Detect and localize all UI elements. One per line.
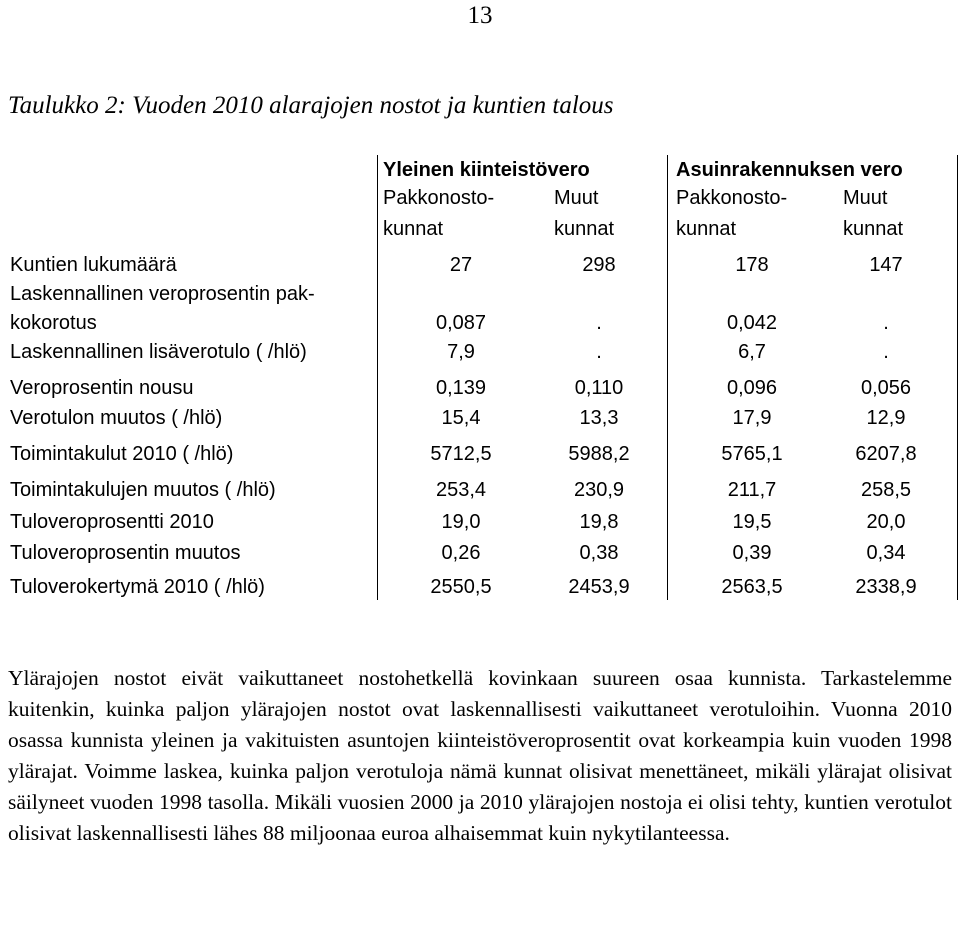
table-cell: . — [596, 341, 602, 363]
table-divider-right — [957, 155, 958, 600]
body-paragraph: Ylärajojen nostot eivät vaikuttaneet nostohetkellä kovinkaan suureen osaa kunnista. Tarkastelemme kuitenkin, kuinka paljon ylärajojen nostot ovat laskennallisesti vaikuttaneet verotuloihin. Vuonna 2010 osassa kunnista yleinen ja vakituisten asuntojen kiinteistöveroprosentit ovat korkeampia kuin vuoden 1998 ylärajat. Voimme laskea, kuinka paljon verotuloja nämä kunnat olisivat menettäneet, mikäli ylärajat olisivat säilyneet vuoden 1998 tasolla. Mikäli vuosien 2000 ja 2010 ylärajojen nostoja ei olisi tehty, kuntien verotulot olisivat laskennallisesti lähes 88 miljoonaa euroa alhaisemmat kuin nykytilanteessa. — [8, 666, 952, 845]
table-cell: 20,0 — [866, 511, 906, 533]
table-cell: 19,5 — [732, 511, 772, 533]
table-cell: 0,056 — [860, 377, 912, 399]
table-cell: 147 — [869, 254, 903, 276]
table-cell: 230,9 — [573, 479, 625, 501]
table-cell: 0,39 — [732, 542, 772, 564]
subheader-2-line1: Muut — [554, 187, 599, 209]
table-divider-middle — [667, 155, 668, 600]
subheader-4-line2: kunnat — [843, 218, 904, 240]
subheader-2-line2: kunnat — [554, 218, 615, 240]
table-cell: . — [883, 341, 889, 363]
table-cell: 7,9 — [447, 341, 475, 363]
table-cell: 17,9 — [732, 407, 772, 429]
group-header-yleinen: Yleinen kiinteistövero — [383, 159, 590, 181]
row-label-continued: kokorotus — [10, 312, 97, 334]
table-cell: 0,042 — [726, 312, 778, 334]
table-cell: 2550,5 — [430, 576, 492, 598]
row-label: Tuloverokertymä 2010 ( /hlö) — [10, 576, 265, 598]
data-table — [0, 150, 960, 600]
table-cell: 6207,8 — [855, 443, 917, 465]
row-label: Veroprosentin nousu — [10, 377, 194, 399]
subheader-3-line2: kunnat — [676, 218, 737, 240]
table-divider-left — [377, 155, 378, 600]
table-cell: 0,110 — [574, 377, 624, 399]
row-label: Tuloveroprosentti 2010 — [10, 511, 214, 533]
table-cell: 211,7 — [727, 479, 777, 501]
table-cell: 12,9 — [866, 407, 906, 429]
subheader-1-line1: Pakkonosto- — [383, 187, 495, 209]
row-label: Kuntien lukumäärä — [10, 254, 177, 276]
table-cell: 19,0 — [441, 511, 481, 533]
group-header-asuinrakennus: Asuinrakennuksen vero — [676, 159, 903, 181]
table-cell: 27 — [449, 254, 473, 276]
row-label: Tuloveroprosentin muutos — [10, 542, 241, 564]
table-cell: 258,5 — [860, 479, 912, 501]
table-cell: 5765,1 — [721, 443, 783, 465]
subheader-1-line2: kunnat — [383, 218, 444, 240]
table-cell: 0,087 — [435, 312, 487, 334]
table-cell: 19,8 — [579, 511, 619, 533]
table-cell: 13,3 — [579, 407, 619, 429]
page-number: 13 — [467, 2, 493, 29]
row-label: Laskennallinen lisäverotulo ( /hlö) — [10, 341, 307, 363]
table-cell: 0,139 — [435, 377, 487, 399]
table-cell: 298 — [582, 254, 616, 276]
table-cell: 2338,9 — [855, 576, 917, 598]
table-cell: 5712,5 — [430, 443, 492, 465]
table-cell: 5988,2 — [568, 443, 630, 465]
table-cell: 178 — [735, 254, 769, 276]
table-cell: 0,26 — [441, 542, 481, 564]
subheader-4-line1: Muut — [843, 187, 888, 209]
table-cell: 0,34 — [866, 542, 906, 564]
row-label: Laskennallinen veroprosentin pak- — [10, 283, 315, 305]
table-cell: . — [596, 312, 602, 334]
table-cell: 253,4 — [435, 479, 487, 501]
subheader-3-line1: Pakkonosto- — [676, 187, 788, 209]
row-label: Verotulon muutos ( /hlö) — [10, 407, 223, 429]
table-cell: 0,38 — [579, 542, 619, 564]
row-label: Toimintakulut 2010 ( /hlö) — [10, 443, 234, 465]
table-caption: Taulukko 2: Vuoden 2010 alarajojen nostot ja kuntien talous — [8, 92, 614, 119]
table-cell: 6,7 — [738, 341, 766, 363]
table-cell: . — [883, 312, 889, 334]
table-cell: 0,096 — [726, 377, 778, 399]
row-label: Toimintakulujen muutos ( /hlö) — [10, 479, 276, 501]
table-cell: 2563,5 — [721, 576, 783, 598]
table-cell: 15,4 — [441, 407, 481, 429]
table-cell: 2453,9 — [568, 576, 630, 598]
